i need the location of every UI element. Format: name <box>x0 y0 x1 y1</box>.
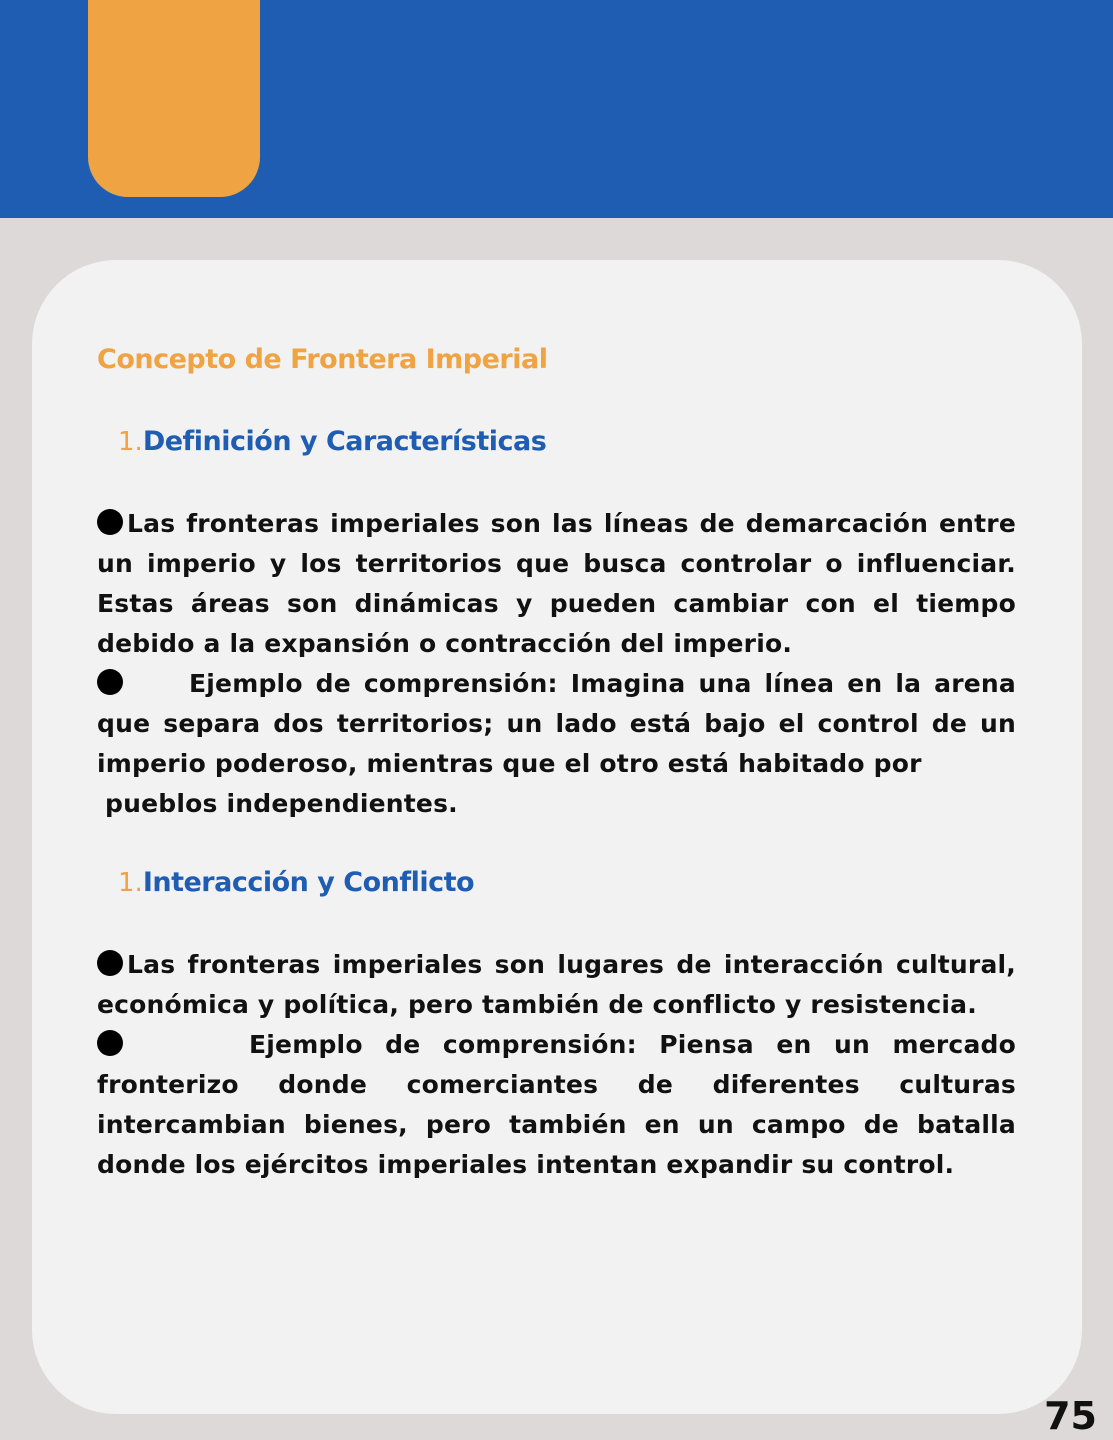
bullet-text: Las fronteras imperiales son las líneas de demarcación entre un imperio y los territorios que busca controlar o influenciar. Estas áreas son dinámicas y pueden cambiar con el tiempo debido a la expansión o contracción del imperio. <box>97 509 1016 658</box>
bullet-icon <box>97 950 123 976</box>
bullet-icon <box>97 669 123 695</box>
subheading-number: 1. <box>118 868 143 898</box>
bullet-text: Las fronteras imperiales son lugares de interacción cultural, económica y política, pero también de conflicto y resistencia. <box>97 950 1016 1019</box>
subheading-definicion <box>118 426 546 457</box>
page-number: 75 <box>1044 1394 1097 1438</box>
bullet-text: Ejemplo de comprensión: Piensa en un mercado fronterizo donde comerciantes de diferentes culturas intercambian bienes, pero también en un campo de batalla donde los ejércitos imperiales intentan expandir su control. <box>97 1030 1016 1179</box>
paragraph-definicion-2 <box>97 664 1016 784</box>
subheading-number: 1. <box>118 427 143 457</box>
paragraph-interaccion-2 <box>97 1025 1016 1185</box>
subheading-label: Definición y Características <box>142 426 547 457</box>
paragraph-definicion-2-tail: pueblos independientes. <box>105 789 458 818</box>
paragraph-interaccion-1 <box>97 945 1016 1025</box>
bullet-text: Ejemplo de comprensión: Imagina una línea en la arena que separa dos territorios; un lado está bajo el control de un imperio poderoso, mientras que el otro está habitado por <box>97 669 1016 778</box>
header-tab-decoration <box>88 0 260 197</box>
paragraph-definicion-1 <box>97 504 1016 664</box>
section-title: Concepto de Frontera Imperial <box>97 344 548 375</box>
subheading-interaccion <box>118 867 474 898</box>
bullet-icon <box>97 509 123 535</box>
subheading-label: Interacción y Conflicto <box>142 867 475 898</box>
bullet-icon <box>97 1030 123 1056</box>
